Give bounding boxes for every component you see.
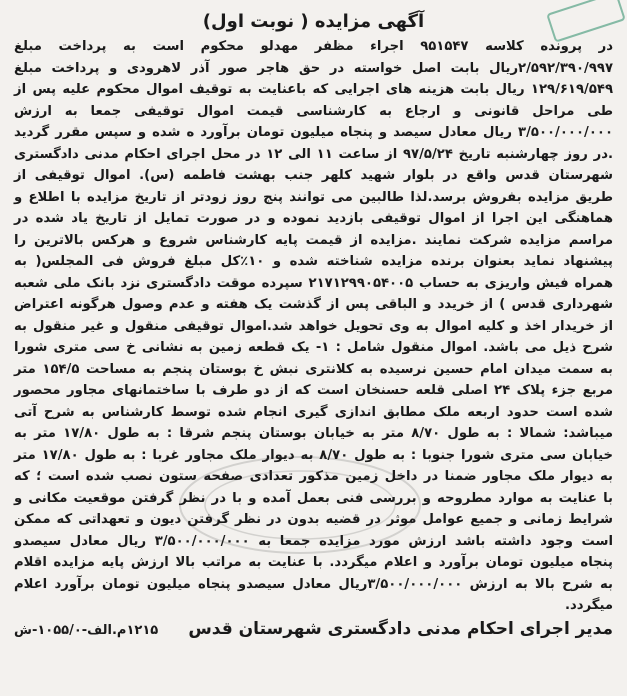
notice-signature: مدیر اجرای احکام مدنی دادگستری شهرستان قدس: [188, 618, 613, 639]
notice-title: آگهی مزایده ( نوبت اول): [202, 11, 425, 32]
notice-footer: [14, 619, 613, 639]
notice-reference: ۱۲۱۵م.الف-۱۰۵۵/۰-ش: [14, 622, 159, 638]
notice-body: در پرونده کلاسه ۹۵۱۵۴۷ اجراء مظفر مهدلو محکوم است به پرداخت مبلغ ۲/۵۹۲/۳۹۰/۹۹۷ریال بابت اصل خواسته در حق هاجر صور آذر لاهرودی و پرداخت مبلغ ۱۲۹/۶۱۹/۵۴۹ ریال بابت هزینه های اجرایی که باعنایت به توقیف اموال محکوم علیه پس از طی مراحل قانونی و ارجاع به کارشناسی قیمت اموال توقیفی جمعا به ارزش ۳/۵۰۰/۰۰۰/۰۰۰ ریال معادل سیصد و پنجاه میلیون تومان برآورد ه شده و سپس مقرر گردید .در روز چهارشنبه تاریخ ۹۷/۵/۲۴ از ساعت ۱۱ الی ۱۲ در محل اجرای احکام مدنی دادگستری شهرستان قدس واقع در بلوار شهید کلهر جنب بهشت فاطمه (س). اموال توقیفی از طریق مزایده بفروش برسد.لذا طالبین می توانند پنج روز زودتر از تاریخ مزایده با اطلاع و هماهنگی این اجرا از اموال توقیفی بازدید نموده و در صورت تمایل از تاریخ یاد شده در مراسم مزایده شرکت نمایند .مزایده از قیمت پایه کارشناس شروع و هرکس بالاترین را پیشنهاد نماید بعنوان برنده مزایده شناخته شده و ۱۰٪کل مبلغ فروش فی المجلس( به همراه فیش واریزی به حساب ۲۱۷۱۲۹۹۰۵۴۰۰۵ سپرده موقت دادگستری نزد بانک ملی شعبه شهرداری قدس ) از خریدد و الباقی پس از گذشت یک هفته و عدم وصول هرگونه اعتراض از خریدار اخذ و کلیه اموال به وی تحویل خواهد شد.اموال توقیفی منقول و غیر منقول به شرح ذیل می باشد. اموال منقول شامل : ۱- یک قطعه زمین به نشانی خ سی متری شورا به سمت میدان امام حسین نرسیده به کلانتری نبش خ بوستان پنجم به مساحت ۱۵۴/۵ متر مربع جزء پلاک ۲۴ اصلی قلعه حسنخان است که از دو طرف با ساختمانهای مجاور محصور شده است حدود اربعه ملک مطابق اندازی گیری انجام شده توسط کارشناس به شرح آتی میباشد: شمالا : به طول ۸/۷۰ متر به خیابان بوستان پنجم شرقا : به طول ۱۷/۸۰ متر به خیابان سی متری شورا جنوبا : به طول ۸/۷۰ به دیوار ملک مجاور غربا : به طول ۱۷/۸۰ متر به دیوار ملک مجاور ضمنا در داخل زمین مذکور تعدادی صفحه ستون نصب شده است ؛ که با عنایت به موارد مطروحه و بررسی فنی بعمل آمده و با در نظر گرفتن موقعیت مکانی و شرایط زمانی و جمیع عوامل موثر در قضیه بدون در نظر گرفتن دیون و تعهداتی که ممکن است وجود داشته باشد ارزش مورد مزایده جمعا به ۳/۵۰۰/۰۰۰/۰۰۰ ریال معادل سیصدو پنجاه میلیون تومان برآورد و اعلام میگردد. با عنایت به مراتب بالا ارزش پایه مزایده اقلام به شرح بالا به ارزش ۳/۵۰۰/۰۰۰/۰۰۰ریال معادل سیصدو پنجاه میلیون تومان برآورد اعلام میگردد.: [14, 39, 614, 613]
